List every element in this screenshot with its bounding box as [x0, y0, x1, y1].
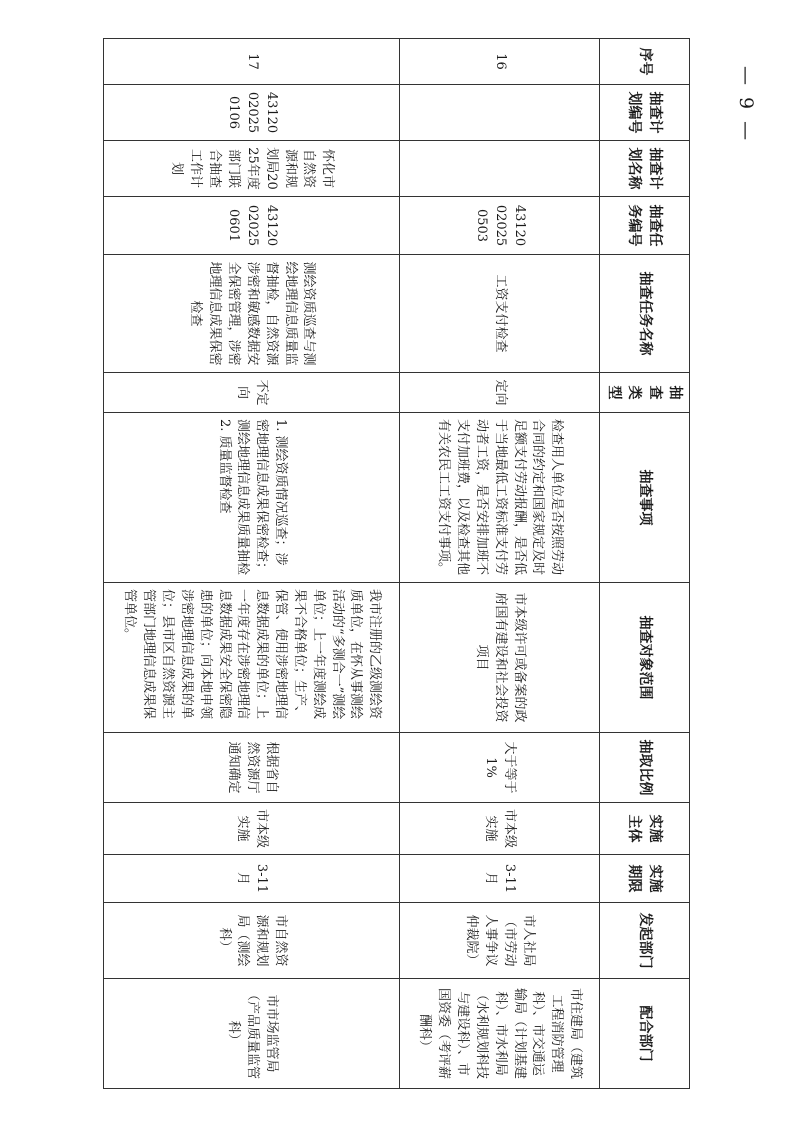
- header-cell: 序号: [599, 39, 689, 85]
- header-cell: 抽查任务编号: [599, 197, 689, 255]
- header-cell: 实施期限: [599, 855, 689, 903]
- rotated-table-container: [103, 38, 690, 1088]
- ratio-cell: 根据省自然资源厅通知确定: [104, 733, 400, 803]
- type-cell: 定向: [399, 373, 599, 413]
- task-no-cell: 43120020250503: [399, 197, 599, 255]
- header-cell: 发起部门: [599, 903, 689, 979]
- initiator-cell: 市人社局（市劳动人事争议仲裁院）: [399, 903, 599, 979]
- header-cell: 抽查任务名称: [599, 255, 689, 373]
- seq-cell: 16: [399, 39, 599, 85]
- seq-cell: 17: [104, 39, 400, 85]
- inspection-plan-table: [103, 38, 690, 1089]
- initiator-cell: 市自然资源和规划局（测绘科）: [104, 903, 400, 979]
- period-cell: 3-11月: [399, 855, 599, 903]
- plan-no-cell: [399, 85, 599, 141]
- task-name-cell: 测绘资质巡查与测绘地理信息质量监督抽检，自然资源涉密和敏感数据安全保密管理，涉密地理信息成果保密检查: [104, 255, 400, 373]
- header-cell: 抽查事项: [599, 413, 689, 583]
- plan-name-cell: [399, 141, 599, 197]
- items-cell: 检查用人单位是否按照劳动合同的约定和国家规定及时足额支付劳动报酬，是否低于当地最低工资标准支付劳动者工资，是否安排加班不支付加班费，以及检查其他有关农民工工资支付事项。: [399, 413, 599, 583]
- table-row: [399, 39, 599, 1089]
- executor-cell: 市本级实施: [104, 803, 400, 855]
- cooperator-cell: 市市场监管局（产品质量监管科）: [104, 979, 400, 1089]
- type-cell: 不定向: [104, 373, 400, 413]
- page-number: — 9 —: [735, 66, 757, 144]
- plan-no-cell: 43120020250106: [104, 85, 400, 141]
- scope-cell: 市本级许可或备案的政府国有建设和社会投资项目: [399, 583, 599, 733]
- task-no-cell: 43120020250601: [104, 197, 400, 255]
- header-cell: 抽查对象范围: [599, 583, 689, 733]
- header-cell: 抽查计划名称: [599, 141, 689, 197]
- task-name-cell: 工资支付检查: [399, 255, 599, 373]
- header-cell: 抽查类型: [599, 373, 689, 413]
- header-cell: 抽取比例: [599, 733, 689, 803]
- table-row: [104, 39, 400, 1089]
- ratio-cell: 大于等于1%: [399, 733, 599, 803]
- plan-name-cell: 怀化市自然资源和规划局2025年度部门联合抽查工作计划: [104, 141, 400, 197]
- period-cell: 3-11月: [104, 855, 400, 903]
- executor-cell: 市本级实施: [399, 803, 599, 855]
- header-cell: 抽查计划编号: [599, 85, 689, 141]
- header-cell: 配合部门: [599, 979, 689, 1089]
- scope-cell: 我市注册的乙级测绘资质单位，在怀从事测绘活动的“多测合一”测绘单位；上一年度测绘成果不合格单位；生产、保管、使用涉密地理信息数据成果的单位；上一年度存在涉密地理信息数据成果安全保密隐患的单位；向本地申领涉密地理信息成果的单位；县市区自然资源主管部门地理信息成果保管单位。: [104, 583, 400, 733]
- header-cell: 实施主体: [599, 803, 689, 855]
- cooperator-cell: 市住建局（建筑工程消防管理科）、市交通运输局（计划基建科）、市水利局（水利规划科技与建设科）、市国资委（考评薪酬科）: [399, 979, 599, 1089]
- items-cell: 1. 测绘资质情况巡查；涉密地理信息成果保密检查；测绘地理信息成果质量抽检 2. 质量监督检查: [104, 413, 400, 583]
- header-row: [599, 39, 689, 1089]
